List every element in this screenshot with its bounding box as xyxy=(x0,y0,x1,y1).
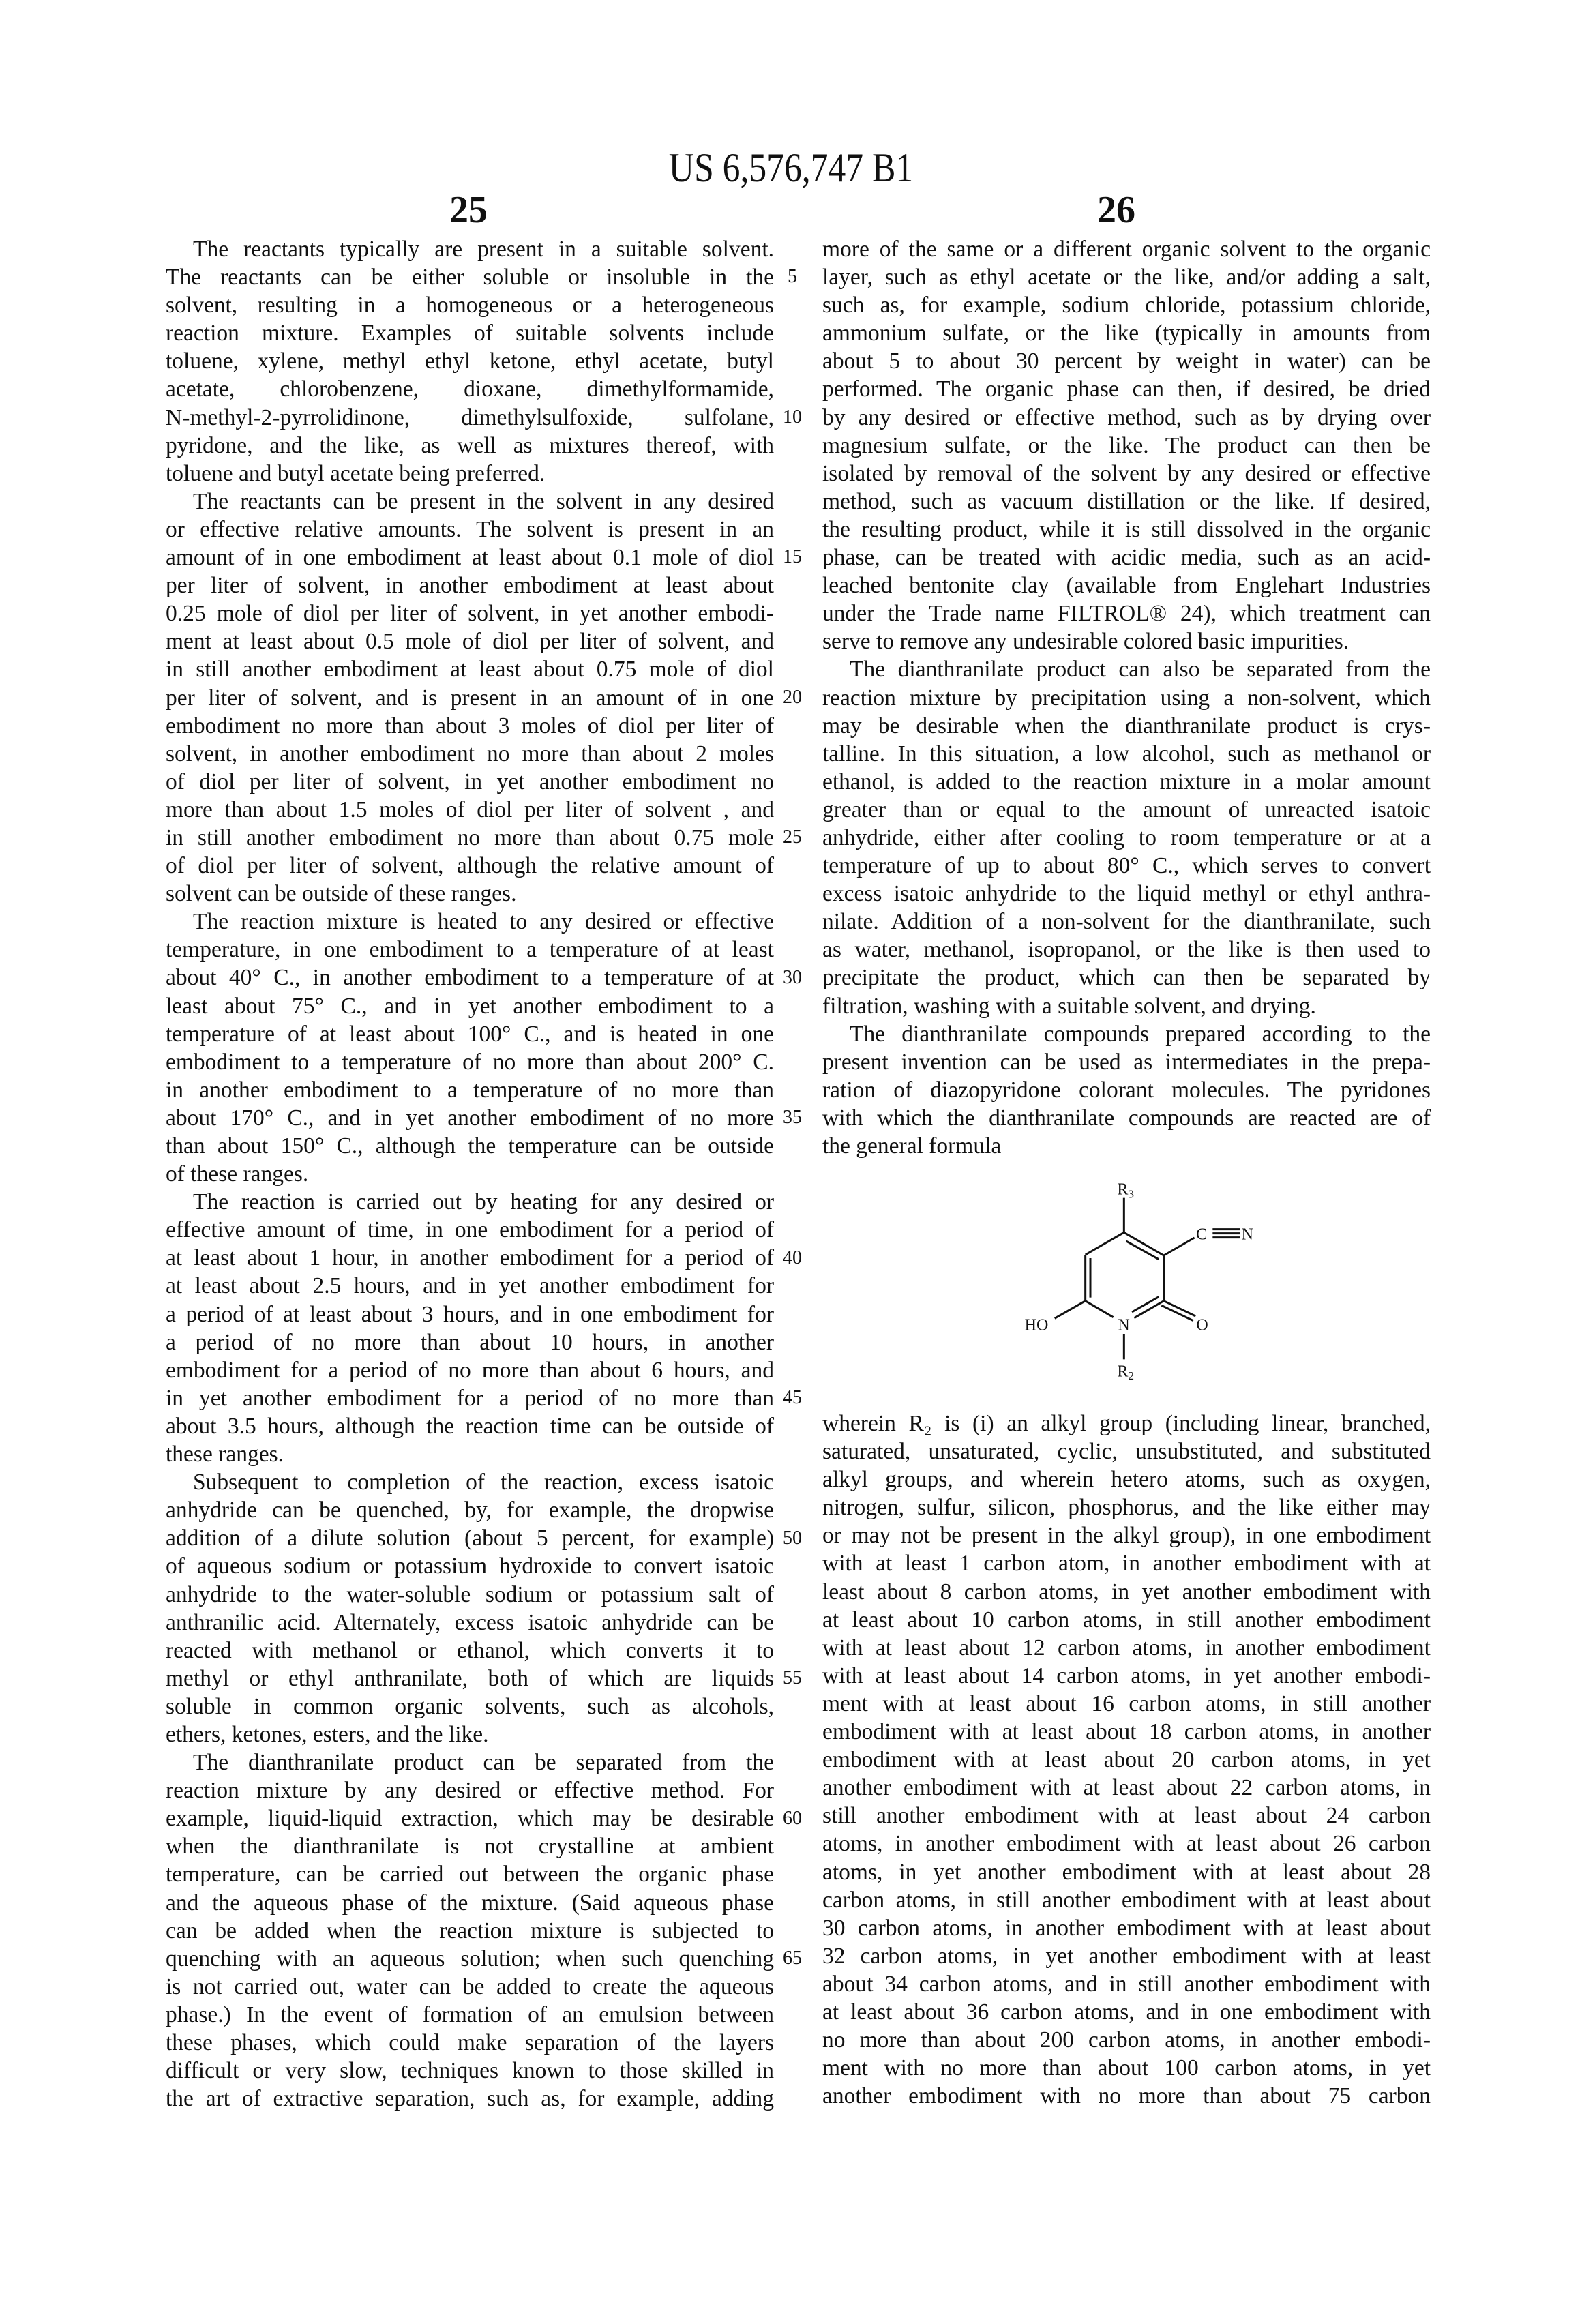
text-line: anhydride, either after cooling to room temperature or at a xyxy=(822,824,1431,852)
text-line: about 34 carbon atoms, and in still another embodiment with xyxy=(822,1970,1431,1998)
text-line: nitrogen, sulfur, silicon, phosphorus, and the like either may xyxy=(822,1493,1431,1521)
text-line: performed. The organic phase can then, if desired, be dried xyxy=(822,375,1431,403)
paragraph xyxy=(822,235,1431,655)
text-line: atoms, in another embodiment with at least about 26 carbon xyxy=(822,1830,1431,1858)
paragraph xyxy=(822,1020,1431,1160)
text-line: ration of diazopyridone colorant molecules. The pyridones xyxy=(822,1076,1431,1104)
text-line: embodiment no more than about 3 moles of diol per liter of xyxy=(166,712,774,740)
text-line: in another embodiment to a temperature of no more than xyxy=(166,1076,774,1104)
text-line: at least about 2.5 hours, and in yet another embodiment for xyxy=(166,1272,774,1300)
text-line: toluene, xylene, methyl ethyl ketone, ethyl acetate, butyl xyxy=(166,347,774,375)
text-line: ment at least about 0.5 mole of diol per liter of solvent, and xyxy=(166,627,774,655)
text-line: more of the same or a different organic solvent to the organic xyxy=(822,235,1431,263)
text-line: about 40° C., in another embodiment to a temperature of at xyxy=(166,964,774,992)
text-line: ment with at least about 16 carbon atoms, in still another xyxy=(822,1690,1431,1718)
text-line: reaction mixture by any desired or effective method. For xyxy=(166,1776,774,1804)
text-line: magnesium sulfate, or the like. The product can then be xyxy=(822,432,1431,460)
text-line: anthranilic acid. Alternately, excess isatoic anhydride can be xyxy=(166,1609,774,1637)
text-line: no more than about 200 carbon atoms, in another embodi- xyxy=(822,2026,1431,2054)
text-line: amount of in one embodiment at least about 0.1 mole of diol xyxy=(166,543,774,571)
nitrile-nitrogen-label: N xyxy=(1242,1225,1253,1243)
text-line: with at least about 12 carbon atoms, in another embodiment xyxy=(822,1634,1431,1662)
text-line: The dianthranilate product can be separated from the xyxy=(166,1748,774,1776)
line-number: 55 xyxy=(779,1668,806,1688)
line-number: 40 xyxy=(779,1248,806,1268)
text-line: ethanol, is added to the reaction mixture in a molar amount xyxy=(822,768,1431,796)
text-line: solvent can be outside of these ranges. xyxy=(166,880,774,908)
text-line: carbon atoms, in still another embodiment with at least about xyxy=(822,1886,1431,1914)
text-line: another embodiment with at least about 22 carbon atoms, in xyxy=(822,1774,1431,1802)
column-number-left: 25 xyxy=(400,188,537,232)
text-line: per liter of solvent, and is present in an amount of in one xyxy=(166,684,774,712)
text-line: anhydride to the water-soluble sodium or potassium salt of xyxy=(166,1581,774,1609)
text-line: addition of a dilute solution (about 5 percent, for example) xyxy=(166,1524,774,1552)
text-line: The reactants can be either soluble or insoluble in the xyxy=(166,263,774,291)
text-line: difficult or very slow, techniques known to those skilled in xyxy=(166,2057,774,2085)
text-line: at least about 1 hour, in another embodiment for a period of xyxy=(166,1244,774,1272)
text-line: another embodiment with no more than about 75 carbon xyxy=(822,2082,1431,2110)
text-line: embodiment with at least about 20 carbon atoms, in yet xyxy=(822,1746,1431,1774)
text-line: temperature of at least about 100° C., and is heated in one xyxy=(166,1020,774,1048)
text-line: isolated by removal of the solvent by any desired or effective xyxy=(822,460,1431,488)
text-line: with which the dianthranilate compounds are reacted are of xyxy=(822,1104,1431,1132)
text-line: temperature of up to about 80° C., which serves to convert xyxy=(822,852,1431,880)
text-line: of diol per liter of solvent, in yet another embodiment no xyxy=(166,768,774,796)
line-number: 10 xyxy=(779,407,806,428)
text-line: The reaction mixture is heated to any desired or effective xyxy=(166,908,774,936)
text-line: still another embodiment with at least about 24 carbon xyxy=(822,1802,1431,1830)
text-line: with at least 1 carbon atom, in another embodiment with at xyxy=(822,1549,1431,1577)
text-line: leached bentonite clay (available from Englehart Industries xyxy=(822,571,1431,599)
text-line: quenching with an aqueous solution; when such quenching xyxy=(166,1945,774,1973)
right-text-column-bottom xyxy=(822,1410,1431,2110)
oxo-label: O xyxy=(1196,1317,1208,1335)
text-line: reacted with methanol or ethanol, which converts it to xyxy=(166,1637,774,1665)
text-line: filtration, washing with a suitable solvent, and drying. xyxy=(822,992,1431,1020)
text-line: 0.25 mole of diol per liter of solvent, in yet another embodi- xyxy=(166,599,774,627)
text-line: ethers, ketones, esters, and the like. xyxy=(166,1720,774,1748)
text-line: soluble in common organic solvents, such as alcohols, xyxy=(166,1693,774,1720)
text-line: N-methyl-2-pyrrolidinone, dimethylsulfoxide, sulfolane, xyxy=(166,404,774,432)
text-line: than about 150° C., although the temperature can be outside xyxy=(166,1132,774,1160)
text-line: effective amount of time, in one embodiment for a period of xyxy=(166,1216,774,1244)
paragraph xyxy=(166,1468,774,1748)
line-number: 5 xyxy=(779,267,806,287)
text-line: or may not be present in the alkyl group), in one embodiment xyxy=(822,1521,1431,1549)
r2-label: R2 xyxy=(1117,1362,1134,1382)
hydroxyl-label: HO xyxy=(1025,1317,1049,1335)
text-line: in still another embodiment at least about 0.75 mole of diol xyxy=(166,655,774,683)
pyridone-structure-diagram xyxy=(989,1146,1330,1384)
text-line: these phases, which could make separation of the layers xyxy=(166,2029,774,2057)
paragraph xyxy=(822,655,1431,1019)
text-line: anhydride can be quenched, by, for example, the dropwise xyxy=(166,1496,774,1524)
text-line: pyridone, and the like, as well as mixtures thereof, with xyxy=(166,432,774,460)
paragraph xyxy=(166,908,774,1188)
text-line: atoms, in yet another embodiment with at least about 28 xyxy=(822,1858,1431,1886)
nitrile-carbon-label: C xyxy=(1196,1225,1207,1243)
text-line: acetate, chlorobenzene, dioxane, dimethylformamide, xyxy=(166,375,774,403)
text-line: and the aqueous phase of the mixture. (Said aqueous phase xyxy=(166,1889,774,1917)
text-line: at least about 36 carbon atoms, and in one embodiment with xyxy=(822,1998,1431,2026)
text-line: is not carried out, water can be added to create the aqueous xyxy=(166,1973,774,2001)
text-line: in yet another embodiment for a period of no more than xyxy=(166,1384,774,1412)
text-line: about 5 to about 30 percent by weight in water) can be xyxy=(822,347,1431,375)
text-line: present invention can be used as intermediates in the prepa- xyxy=(822,1048,1431,1076)
paragraph xyxy=(166,488,774,908)
text-line: of diol per liter of solvent, although the relative amount of xyxy=(166,852,774,880)
text-line: under the Trade name FILTROL® 24), which treatment can xyxy=(822,599,1431,627)
column-number-right: 26 xyxy=(1048,188,1184,232)
text-line: toluene and butyl acetate being preferred. xyxy=(166,460,774,488)
text-line: wherein R₂ is (i) an alkyl group (including linear, branched, xyxy=(822,1410,1431,1437)
line-number: 35 xyxy=(779,1107,806,1128)
line-number: 50 xyxy=(779,1528,806,1549)
text-line: phase.) In the event of formation of an emulsion between xyxy=(166,2001,774,2029)
text-line: ment with no more than about 100 carbon atoms, in yet xyxy=(822,2054,1431,2082)
line-number: 60 xyxy=(779,1808,806,1829)
text-line: phase, can be treated with acidic media, such as an acid- xyxy=(822,543,1431,571)
text-line: excess isatoic anhydride to the liquid methyl or ethyl anthra- xyxy=(822,880,1431,908)
text-line: embodiment to a temperature of no more than about 200° C. xyxy=(166,1048,774,1076)
line-number: 65 xyxy=(779,1948,806,1969)
text-line: of these ranges. xyxy=(166,1160,774,1188)
text-line: can be added when the reaction mixture is subjected to xyxy=(166,1917,774,1945)
text-line: in still another embodiment no more than about 0.75 mole xyxy=(166,824,774,852)
text-line: may be desirable when the dianthranilate product is crys- xyxy=(822,712,1431,740)
text-line: such as, for example, sodium chloride, potassium chloride, xyxy=(822,291,1431,319)
line-number: 25 xyxy=(779,827,806,848)
text-line: example, liquid-liquid extraction, which may be desirable xyxy=(166,1804,774,1832)
right-text-column-top xyxy=(822,235,1431,1160)
text-line: The dianthranilate compounds prepared according to the xyxy=(822,1020,1431,1048)
text-line: as water, methanol, isopropanol, or the like is then used to xyxy=(822,936,1431,964)
text-line: ammonium sulfate, or the like (typically in amounts from xyxy=(822,319,1431,347)
text-line: reaction mixture by precipitation using a non-solvent, which xyxy=(822,684,1431,712)
text-line: the art of extractive separation, such as, for example, adding xyxy=(166,2085,774,2113)
line-number: 45 xyxy=(779,1388,806,1408)
structure-bonds xyxy=(1055,1198,1240,1360)
line-number: 15 xyxy=(779,547,806,567)
paragraph xyxy=(822,1410,1431,2110)
line-number: 20 xyxy=(779,687,806,708)
text-line: alkyl groups, and wherein hetero atoms, such as oxygen, xyxy=(822,1465,1431,1493)
text-line: about 170° C., and in yet another embodiment of no more xyxy=(166,1104,774,1132)
text-line: 30 carbon atoms, in another embodiment with at least about xyxy=(822,1914,1431,1942)
ring-nitrogen-label: N xyxy=(1118,1317,1129,1335)
text-line: about 3.5 hours, although the reaction time can be outside of xyxy=(166,1412,774,1440)
text-line: Subsequent to completion of the reaction, excess isatoic xyxy=(166,1468,774,1496)
text-line: temperature, can be carried out between the organic phase xyxy=(166,1860,774,1888)
patent-number: US 6,576,747 B1 xyxy=(110,145,1471,192)
text-line: with at least about 14 carbon atoms, in yet another embodi- xyxy=(822,1662,1431,1690)
text-line: the general formula xyxy=(822,1132,1431,1160)
text-line: greater than or equal to the amount of unreacted isatoic xyxy=(822,796,1431,824)
text-line: The reactants typically are present in a suitable solvent. xyxy=(166,235,774,263)
paragraph xyxy=(166,235,774,488)
text-line: at least about 10 carbon atoms, in still another embodiment xyxy=(822,1606,1431,1634)
text-line: least about 75° C., and in yet another embodiment to a xyxy=(166,992,774,1020)
line-number: 30 xyxy=(779,968,806,988)
text-line: these ranges. xyxy=(166,1440,774,1468)
text-line: layer, such as ethyl acetate or the like, and/or adding a salt, xyxy=(822,263,1431,291)
text-line: least about 8 carbon atoms, in yet another embodiment with xyxy=(822,1578,1431,1606)
text-line: method, such as vacuum distillation or the like. If desired, xyxy=(822,488,1431,516)
r3-label: R3 xyxy=(1117,1181,1134,1201)
text-line: more than about 1.5 moles of diol per liter of solvent , and xyxy=(166,796,774,824)
text-line: saturated, unsaturated, cyclic, unsubstituted, and substituted xyxy=(822,1437,1431,1465)
text-line: solvent, resulting in a homogeneous or a heterogeneous xyxy=(166,291,774,319)
text-line: precipitate the product, which can then be separated by xyxy=(822,964,1431,992)
left-text-column xyxy=(166,235,774,2113)
text-line: a period of no more than about 10 hours, in another xyxy=(166,1328,774,1356)
text-line: reaction mixture. Examples of suitable solvents include xyxy=(166,319,774,347)
text-line: 32 carbon atoms, in yet another embodiment with at least xyxy=(822,1942,1431,1970)
text-line: temperature, in one embodiment to a temperature of at least xyxy=(166,936,774,964)
text-line: or effective relative amounts. The solvent is present in an xyxy=(166,516,774,543)
text-line: of aqueous sodium or potassium hydroxide to convert isatoic xyxy=(166,1552,774,1580)
text-line: nilate. Addition of a non-solvent for the dianthranilate, such xyxy=(822,908,1431,936)
text-line: embodiment with at least about 18 carbon atoms, in another xyxy=(822,1718,1431,1746)
text-line: by any desired or effective method, such as by drying over xyxy=(822,404,1431,432)
text-line: The dianthranilate product can also be separated from the xyxy=(822,655,1431,683)
paragraph xyxy=(166,1188,774,1468)
text-line: talline. In this situation, a low alcohol, such as methanol or xyxy=(822,740,1431,768)
text-line: embodiment for a period of no more than about 6 hours, and xyxy=(166,1356,774,1384)
text-line: when the dianthranilate is not crystalline at ambient xyxy=(166,1832,774,1860)
text-line: solvent, in another embodiment no more than about 2 moles xyxy=(166,740,774,768)
text-line: The reactants can be present in the solvent in any desired xyxy=(166,488,774,516)
text-line: The reaction is carried out by heating for any desired or xyxy=(166,1188,774,1216)
text-line: a period of at least about 3 hours, and in one embodiment for xyxy=(166,1300,774,1328)
text-line: serve to remove any undesirable colored basic impurities. xyxy=(822,627,1431,655)
text-line: per liter of solvent, in another embodiment at least about xyxy=(166,571,774,599)
text-line: the resulting product, while it is still dissolved in the organic xyxy=(822,516,1431,543)
paragraph xyxy=(166,1748,774,2113)
text-line: methyl or ethyl anthranilate, both of which are liquids xyxy=(166,1665,774,1693)
